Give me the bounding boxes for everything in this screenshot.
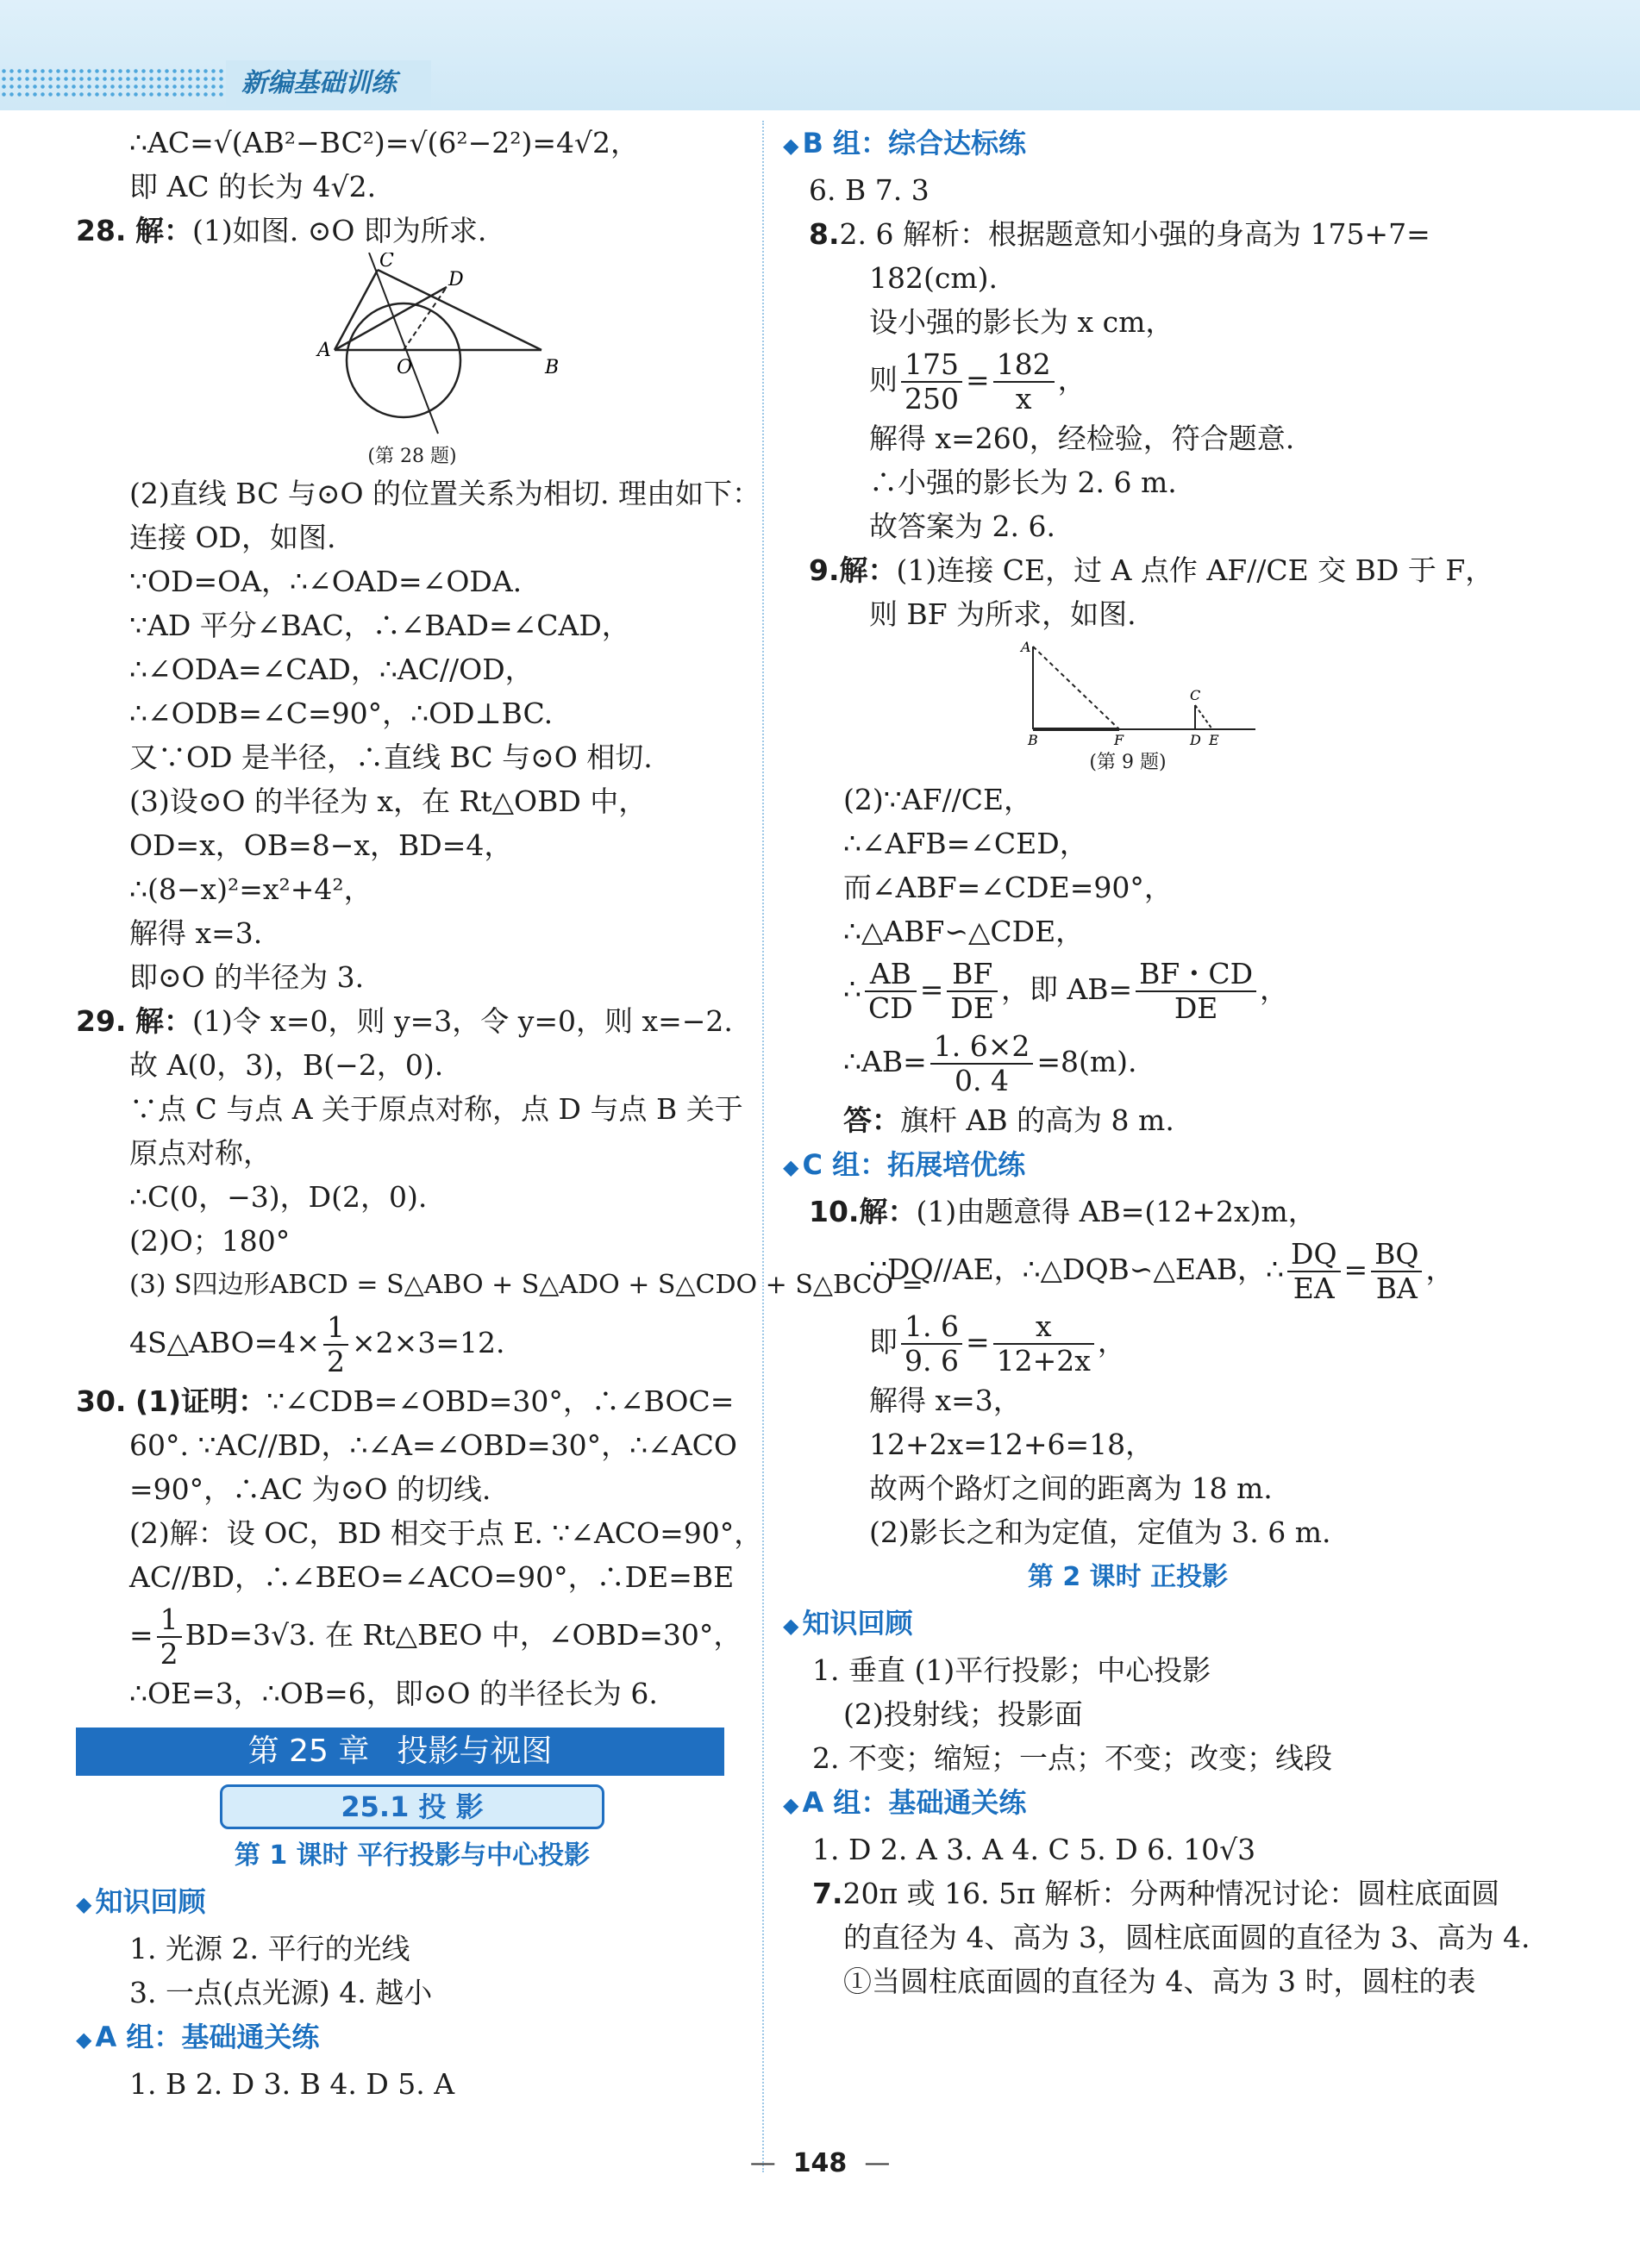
- solution-label: 解：: [135, 214, 192, 247]
- fraction: $\frac{BQ}{BA}$: [1371, 1238, 1422, 1305]
- text-line: ∴C(0，−3)，D(2，0).: [129, 1180, 428, 1214]
- text-line: ∴(8−x)²=x²+4²，: [129, 872, 372, 906]
- fraction-line: 则 $\frac{175}{250}$ = $\frac{182}{x}$ ，: [869, 347, 1086, 415]
- label-d: D: [448, 269, 464, 291]
- ray-ce: [1195, 705, 1212, 729]
- lesson-title: 25.1 投 影: [220, 1784, 604, 1829]
- label-d: D: [1190, 732, 1201, 748]
- solution-label: 解：: [135, 1004, 192, 1038]
- fraction: $\frac{AB}{CD}$: [865, 958, 917, 1025]
- text-line: ∵∠CDB=∠OBD=30°，∴∠BOC=: [266, 1384, 735, 1418]
- fraction: $\frac{1. 6}{9. 6}$: [901, 1310, 962, 1378]
- section-review: ◆ 知识回顾: [76, 1885, 206, 1918]
- text-line: 2. 不变；缩短；一点；不变；改变；线段: [812, 1741, 1332, 1775]
- text-line: 1. 垂直 (1)平行投影；中心投影: [812, 1653, 1211, 1687]
- text-line: 12+2x=12+6=18，: [869, 1428, 1155, 1461]
- text-line: ∴△ABF∽△CDE，: [843, 915, 1085, 948]
- label-b: B: [1028, 732, 1038, 748]
- text-line: 解得 x=3.: [129, 916, 263, 950]
- text-line: (3) S四边形ABCD = S△ABO + S△ADO + S△CDO + S△BCO =: [129, 1270, 923, 1300]
- text-line: ∴小强的影长为 2. 6 m.: [869, 465, 1177, 499]
- label-c: C: [379, 253, 394, 272]
- question-9: 9.解：(1)连接 CE，过 A 点作 AF//CE 交 BD 于 F，: [809, 553, 1494, 587]
- fraction: $\frac{BF・CD}{DE}$: [1136, 958, 1256, 1025]
- text-line: ∵点 C 与点 A 关于原点对称，点 D 与点 B 关于: [129, 1092, 743, 1126]
- text-line: 解得 x=260，经检验，符合题意.: [869, 422, 1295, 455]
- text-line: (2)直线 BC 与⊙O 的位置关系为相切. 理由如下：: [129, 477, 761, 510]
- question-number: 28.: [76, 214, 127, 247]
- text-line: 60°. ∵AC//BD，∴∠A=∠OBD=30°，∴∠ACO: [129, 1428, 737, 1462]
- text-line: ∵AD 平分∠BAC，∴∠BAD=∠CAD，: [129, 609, 630, 642]
- fraction: $\frac{DQ}{EA}$: [1287, 1238, 1341, 1305]
- text-line: 又∵OD 是半径，∴直线 BC 与⊙O 相切.: [129, 740, 653, 774]
- text-line: 故答案为 2. 6.: [869, 509, 1055, 543]
- diamond-icon: ◆: [783, 1155, 799, 1179]
- fraction-line: 即 $\frac{1. 6}{9. 6}$ = $\frac{x}{12+2x}$ ，: [869, 1309, 1126, 1378]
- question-30: [76, 1379, 748, 1423]
- text-line: 则 BF 为所求，如图.: [869, 597, 1136, 631]
- question-29: [76, 999, 748, 1043]
- figure-9: [783, 636, 1473, 748]
- diamond-icon: ◆: [783, 1793, 799, 1817]
- text-line: =90°，∴AC 为⊙O 的切线.: [129, 1472, 491, 1506]
- section-group-b: ◆ B 组：综合达标练: [783, 127, 1027, 159]
- section-group-a: ◆ A 组：基础通关练: [783, 1786, 1027, 1819]
- fraction: $\frac{182}{x}$: [993, 348, 1055, 415]
- text-line: (2)投射线；投影面: [843, 1697, 1083, 1731]
- section-review: ◆ 知识回顾: [783, 1607, 913, 1640]
- fraction: $\frac{175}{250}$: [901, 348, 962, 415]
- text-line: (2)解：设 OC，BD 相交于点 E. ∵∠ACO=90°，: [129, 1516, 763, 1550]
- fraction-line: ∵DQ//AE，∴△DQB∽△EAB，∴ $\frac{DQ}{EA}$ = $\frac{BQ}{BA}$ ，: [869, 1237, 1455, 1305]
- text-line: OD=x，OB=8−x，BD=4，: [129, 828, 513, 862]
- question-7: 7.20π 或 16. 5π 解析：分两种情况讨论：圆柱底面圆: [812, 1877, 1500, 1910]
- fraction-line: ∴ $\frac{AB}{CD}$ = $\frac{BF}{DE}$ ，即 AB= $\frac{BF・CD}{DE}$ ，: [843, 957, 1289, 1025]
- figure-caption: (第 9 题): [1089, 752, 1167, 773]
- lesson-subtitle: 第 2 课时 正投影: [1027, 1562, 1229, 1592]
- chapter-number: 第 25 章: [247, 1734, 370, 1769]
- fraction: $\frac{BF}{DE}$: [947, 958, 998, 1025]
- header-dot-pattern: [0, 67, 224, 100]
- text-line: 1. 光源 2. 平行的光线: [129, 1932, 410, 1965]
- text-line: ①当圆柱底面圆的直径为 4、高为 3 时，圆柱的表: [843, 1965, 1476, 1998]
- text-line: 即⊙O 的半径为 3.: [129, 960, 365, 994]
- text-line: (2)影长之和为定值，定值为 3. 6 m.: [869, 1515, 1331, 1549]
- question-10: 10.解：(1)由题意得 AB=(12+2x)m，: [809, 1195, 1317, 1228]
- section-group-a: ◆ A 组：基础通关练: [76, 2021, 320, 2053]
- question-8: 8.2. 6 解析：根据题意知小强的身高为 175+7=: [809, 217, 1430, 251]
- question-28: [76, 209, 748, 253]
- book-title: 新编基础训练: [226, 60, 431, 107]
- label-f: F: [1114, 732, 1124, 748]
- text-line: 182(cm).: [869, 261, 998, 295]
- text-line: 设小强的影长为 x cm，: [869, 305, 1174, 339]
- label-a: A: [317, 340, 331, 361]
- fraction: $\frac{x}{12+2x}$: [993, 1310, 1094, 1378]
- text-line: 而∠ABF=∠CDE=90°，: [843, 871, 1173, 904]
- chapter-title: 投影与视图: [397, 1734, 553, 1769]
- fraction: $\frac{1. 6\times 2}{0. 4}$: [930, 1030, 1034, 1097]
- label-c: C: [1190, 687, 1201, 703]
- text-line: (3)设⊙O 的半径为 x，在 Rt△OBD 中，: [129, 784, 648, 818]
- text-line: ∴∠ODB=∠C=90°，∴OD⊥BC.: [129, 697, 554, 730]
- fraction: $\frac{1}{2}$: [323, 1311, 348, 1378]
- text-line: 原点对称，: [129, 1136, 272, 1170]
- figure-caption: (第 28 题): [367, 446, 457, 467]
- text-line: (2)O；180°: [129, 1224, 291, 1258]
- fraction-line: ∴AB= $\frac{1. 6\times 2}{0. 4}$ =8(m).: [843, 1029, 1137, 1097]
- text-line: ∴AC=√(AB²−BC²)=√(6²−2²)=4√2，: [129, 126, 640, 159]
- question-number: 29.: [76, 1004, 127, 1038]
- fraction-line: 4S△ABO=4× $\frac{1}{2}$ ×2×3=12.: [129, 1310, 505, 1378]
- section-group-c: ◆ C 组：拓展培优练: [783, 1148, 1026, 1181]
- text-line: ∴∠AFB=∠CED，: [843, 827, 1088, 860]
- fraction: $\frac{1}{2}$: [157, 1603, 182, 1671]
- text-line: 的直径为 4、高为 3，圆柱底面圆的直径为 3、高为 4.: [843, 1921, 1530, 1954]
- fraction-line: = $\frac{1}{2}$ BD=3√3. 在 Rt△BEO 中，∠OBD=30°，: [129, 1603, 742, 1671]
- text-line: 解得 x=3，: [869, 1384, 1022, 1417]
- text-line: 6. B 7. 3: [809, 173, 930, 207]
- line-od: [404, 287, 447, 350]
- text-line: 1. D 2. A 3. A 4. C 5. D 6. 10√3: [812, 1833, 1256, 1866]
- diamond-icon: ◆: [76, 1892, 92, 1916]
- chapter-heading: [76, 1728, 724, 1776]
- page-number: — 148 —: [749, 2148, 891, 2178]
- diamond-icon: ◆: [783, 1614, 799, 1638]
- text-line: (1)令 x=0，则 y=3，令 y=0，则 x=−2.: [191, 1004, 733, 1038]
- column-divider: [762, 121, 765, 2172]
- text-line: 1. B 2. D 3. B 4. D 5. A: [129, 2067, 455, 2101]
- text-line: ∵OD=OA，∴∠OAD=∠ODA.: [129, 565, 523, 598]
- text-line: 故两个路灯之间的距离为 18 m.: [869, 1471, 1273, 1505]
- label-b: B: [545, 357, 560, 378]
- diamond-icon: ◆: [783, 134, 799, 158]
- text-line: 连接 OD，如图.: [129, 521, 336, 554]
- perp-bisector: [369, 253, 438, 434]
- text-line: 故 A(0，3)，B(−2，0).: [129, 1048, 444, 1082]
- text-line: ∴∠ODA=∠CAD，∴AC//OD，: [129, 653, 534, 686]
- figure-28: [76, 253, 731, 442]
- label-e: E: [1209, 732, 1219, 748]
- text-line: 即 AC 的长为 4√2.: [129, 170, 377, 203]
- text-line: ∴OE=3，∴OB=6，即⊙O 的半径长为 6.: [129, 1677, 658, 1710]
- text-line: AC//BD，∴∠BEO=∠ACO=90°，∴DE=BE: [129, 1560, 735, 1594]
- diamond-icon: ◆: [76, 2027, 92, 2052]
- answer-line: 答：旗杆 AB 的高为 8 m.: [843, 1103, 1174, 1137]
- question-number: 30.: [76, 1384, 127, 1418]
- lesson-subtitle: 第 1 课时 平行投影与中心投影: [234, 1840, 591, 1871]
- label-a: A: [1021, 639, 1031, 655]
- right-column: [783, 121, 1530, 2003]
- solution-label: (1)证明：: [135, 1384, 267, 1418]
- text-line: 3. 一点(点光源) 4. 越小: [129, 1976, 433, 2009]
- label-o: O: [397, 357, 413, 378]
- ray-af: [1033, 647, 1119, 729]
- text-line: (2)∵AF//CE，: [843, 783, 1033, 816]
- text-line: (1)如图. ⊙O 即为所求.: [191, 214, 487, 247]
